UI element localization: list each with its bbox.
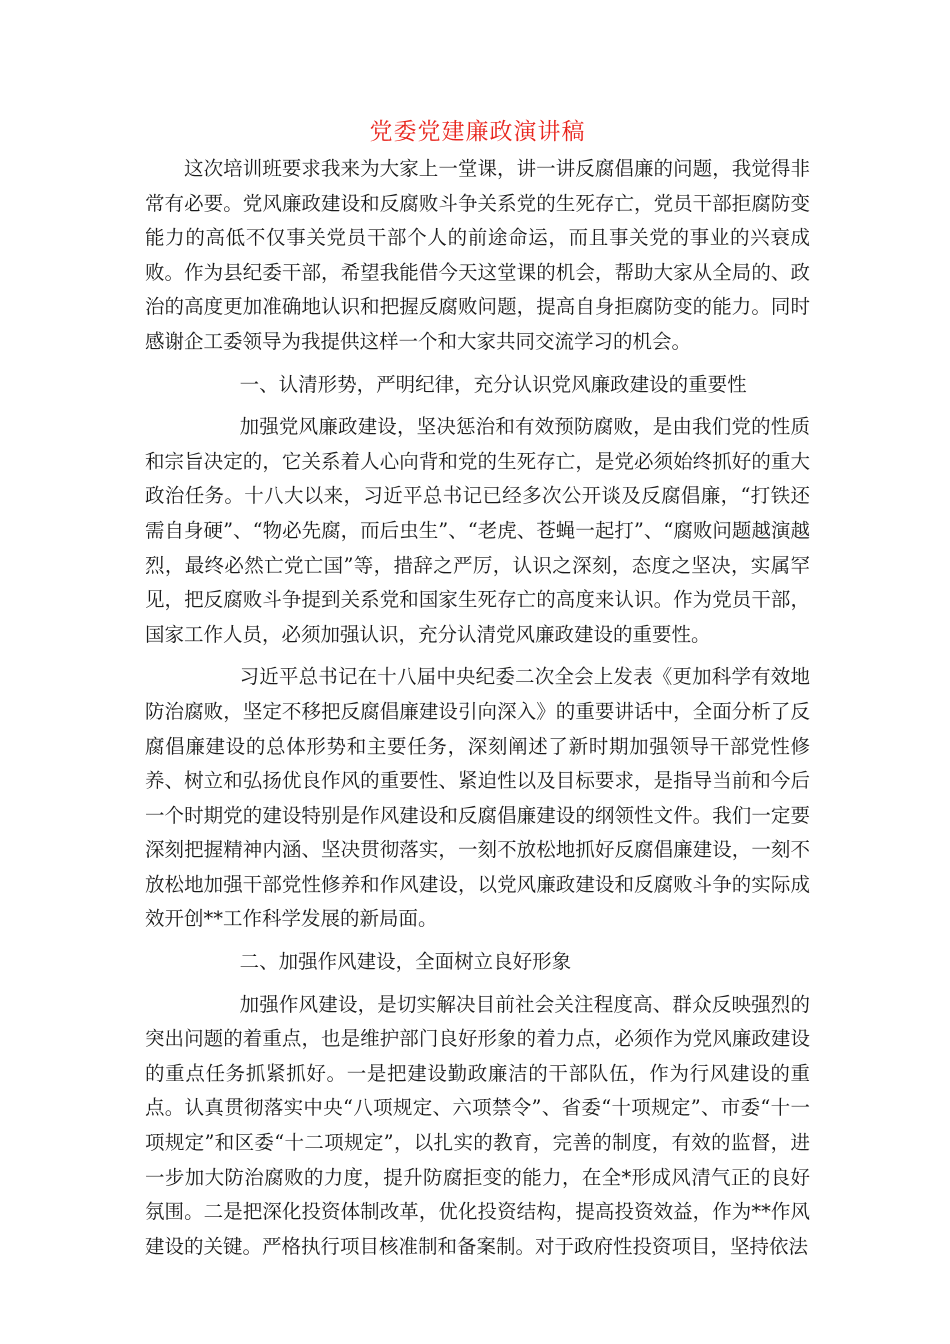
intro-paragraph: 这次培训班要求我来为大家上一堂课，讲一讲反腐倡廉的问题，我觉得非常有必要。党风廉政建设和反腐败斗争关系党的生死存亡，党员干部拒腐防变能力的高低不仅事关党员干部个人的前途命运，而且事关党的事业的兴衰成败。作为县纪委干部，希望我能借今天这堂课的机会，帮助大家从全局的、政治的高度更加准确地认识和把握反腐败问题，提高自身拒腐防变的能力。同时感谢企工委领导为我提供这样一个和大家共同交流学习的机会。 <box>145 157 810 353</box>
document-title: 党委党建廉政演讲稿 <box>369 119 586 145</box>
section-2-heading: 二、加强作风建设，全面树立良好形象 <box>239 950 572 974</box>
section-1-heading: 一、认清形势，严明纪律，充分认识党风廉政建设的重要性 <box>239 372 747 396</box>
section-1-paragraph-1: 加强党风廉政建设，坚决惩治和有效预防腐败，是由我们党的性质和宗旨决定的，它关系着人心向背和党的生死存亡，是党必须始终抓好的重大政治任务。十八大以来，习近平总书记已经多次公开谈及反腐倡廉，“打铁还需自身硬”、“物必先腐，而后虫生”、“老虎、苍蝇一起打”、“腐败问题越演越烈，最终必然亡党亡国”等，措辞之严厉，认识之深刻，态度之坚决，实属罕见，把反腐败斗争提到关系党和国家生死存亡的高度来认识。作为党员干部，国家工作人员，必须加强认识，充分认清党风廉政建设的重要性。 <box>145 415 810 646</box>
section-2-paragraph-1: 加强作风建设，是切实解决目前社会关注程度高、群众反映强烈的突出问题的着重点，也是维护部门良好形象的着力点，必须作为党风廉政建设的重点任务抓紧抓好。一是把建设勤政廉洁的干部队伍，作为行风建设的重点。认真贯彻落实中央“八项规定、六项禁令”、省委“十项规定”、市委“十一项规定”和区委“十二项规定”，以扎实的教育，完善的制度，有效的监督，进一步加大防治腐败的力度，提升防腐拒变的能力，在全*形成风清气正的良好氛围。二是把深化投资体制改革，优化投资结构，提高投资效益，作为**作风建设的关键。严格执行项目核准制和备案制。对于政府性投资项目，坚持依法 <box>145 992 810 1258</box>
document-page <box>145 112 810 1264</box>
section-1-paragraph-2: 习近平总书记在十八届中央纪委二次全会上发表《更加科学有效地防治腐败，坚定不移把反腐倡廉建设引向深入》的重要讲话中，全面分析了反腐倡廉建设的总体形势和主要任务，深刻阐述了新时期加强领导干部党性修养、树立和弘扬优良作风的重要性、紧迫性以及目标要求，是指导当前和今后一个时期党的建设特别是作风建设和反腐倡廉建设的纲领性文件。我们一定要深刻把握精神内涵、坚决贯彻落实，一刻不放松地抓好反腐倡廉建设，一刻不放松地加强干部党性修养和作风建设，以党风廉政建设和反腐败斗争的实际成效开创**工作科学发展的新局面。 <box>145 665 810 931</box>
